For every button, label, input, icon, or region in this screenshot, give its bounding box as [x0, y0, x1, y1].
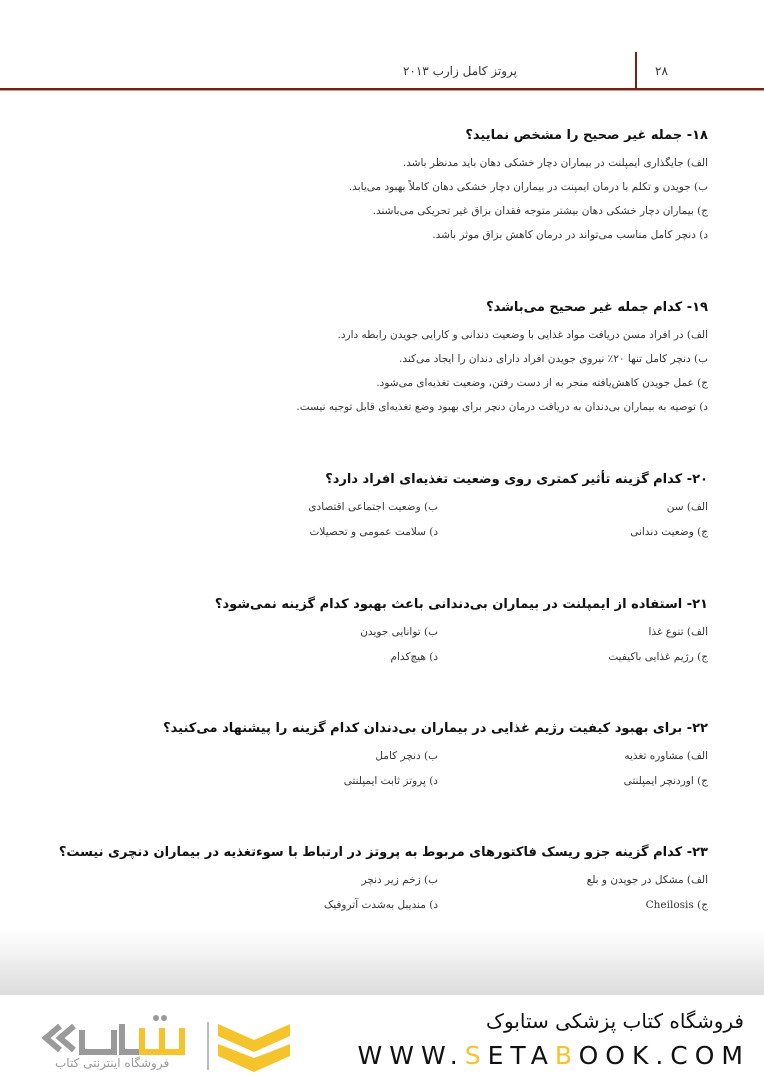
option-a: الف) جایگذاری ایمپلنت در بیماران دچار خشکی دهان باید مدنظر باشد. [402, 157, 708, 169]
store-url[interactable] [358, 1041, 750, 1070]
option-b: ب) زخم زیر دنچر [361, 874, 438, 886]
url-highlight: B [554, 1041, 579, 1070]
url-part: ETA [487, 1041, 555, 1070]
option-c: ج) وضعیت دندانی [630, 526, 708, 538]
question-title: ۲۲- برای بهبود کیفیت رژیم غذایی در بیماران بی‌دندان کدام گزینه را پیشنهاد می‌کنید؟ [163, 721, 708, 736]
option-b: ب) توانایی جویدن [360, 626, 438, 638]
option-c: ج) رژیم غذایی باکیفیت [608, 651, 708, 663]
option-d: د) هیچ‌کدام [390, 651, 438, 663]
option-d: د) توصیه به بیماران بی‌دندان به دریافت درمان دنچر برای بهبود وضع تغذیه‌ای قابل توجیه نیست. [296, 401, 708, 413]
option-b: ب) وضعیت اجتماعی اقتصادی [308, 501, 438, 513]
url-part: WWW. [357, 1041, 465, 1070]
option-c: ج) عمل جویدن کاهش‌یافته منجر به از دست رفتن، وضعیت تغذیه‌ای می‌شود. [376, 377, 708, 389]
question-title: ۲۱- استفاده از ایمپلنت در بیماران بی‌دندانی باعث بهبود کدام گزینه نمی‌شود؟ [214, 597, 708, 612]
option-d: د) سلامت عمومی و تحصیلات [309, 526, 438, 538]
page-bottom-shadow [0, 930, 764, 995]
option-c: ج) Cheilosis [645, 899, 708, 911]
url-highlight: S [464, 1041, 488, 1070]
store-name: فروشگاه کتاب پزشکی ستابوک [486, 1009, 744, 1033]
running-header-title: پروتز کامل زارب ۲۰۱۳ [402, 64, 518, 78]
question-title: ۲۰- کدام گزینه تأثیر کمتری روی وضعیت تغذیه‌ای افراد دارد؟ [325, 472, 708, 487]
option-a: الف) مشاوره تغذیه [624, 750, 708, 762]
header-rule [0, 88, 764, 90]
header-separator [635, 52, 637, 90]
question-title: ۲۳- کدام گزینه جزو ریسک فاکتورهای مربوط به پروتز در ارتباط با سوءتغذیه در بیماران دنچری نیست؟ [58, 845, 708, 860]
question-22 [163, 721, 708, 794]
page-number: ۲۸ [655, 64, 668, 78]
question-19 [296, 300, 708, 419]
url-part: OOK.COM [578, 1041, 750, 1070]
option-b: ب) دنچر کامل [375, 750, 438, 762]
option-c: ج) بیماران دچار خشکی دهان بیشتر متوجه فقدان بزاق غیر تحریکی می‌باشند. [372, 205, 708, 217]
option-a: الف) در افراد مسن دریافت مواد غذایی با وضعیت دندانی و کارایی جویدن رابطه دارد. [337, 329, 708, 341]
logo-subtitle: فروشگاه اینترنتی کتاب [55, 1056, 170, 1070]
option-c: ج) اوردنچر ایمپلنتی [623, 775, 708, 787]
question-21 [215, 597, 708, 670]
option-d: د) پروتز ثابت ایمپلنتی [343, 775, 438, 787]
option-a: الف) تنوع غذا [648, 626, 708, 638]
option-b: ب) دنچر کامل تنها ۲۰٪ نیروی جویدن افراد دارای دندان را ایجاد می‌کند. [399, 353, 708, 365]
setabook-wordmark-logo-icon [38, 1014, 198, 1058]
setabook-chevron-logo-icon [216, 1018, 292, 1076]
option-a: الف) مشکل در جویدن و بلع [586, 874, 708, 886]
logo-divider [207, 1022, 209, 1070]
option-a: الف) سن [666, 501, 708, 513]
question-23 [59, 845, 708, 918]
question-title: ۱۹- کدام جمله غیر صحیح می‌باشد؟ [486, 300, 708, 315]
question-20 [238, 472, 708, 545]
option-d: د) دنچر کامل مناسب می‌تواند در درمان کاهش بزاق موثر باشد. [432, 229, 708, 241]
question-18 [349, 128, 708, 247]
option-d: د) مندیبل به‌شدت آتروفیک [323, 899, 438, 911]
option-b: ب) جویدن و تکلم با درمان ایمپنت در بیماران دچار خشکی دهان کاملاً بهبود می‌یابد. [348, 181, 708, 193]
question-title: ۱۸- جمله غیر صحیح را مشخص نمایید؟ [465, 128, 708, 143]
